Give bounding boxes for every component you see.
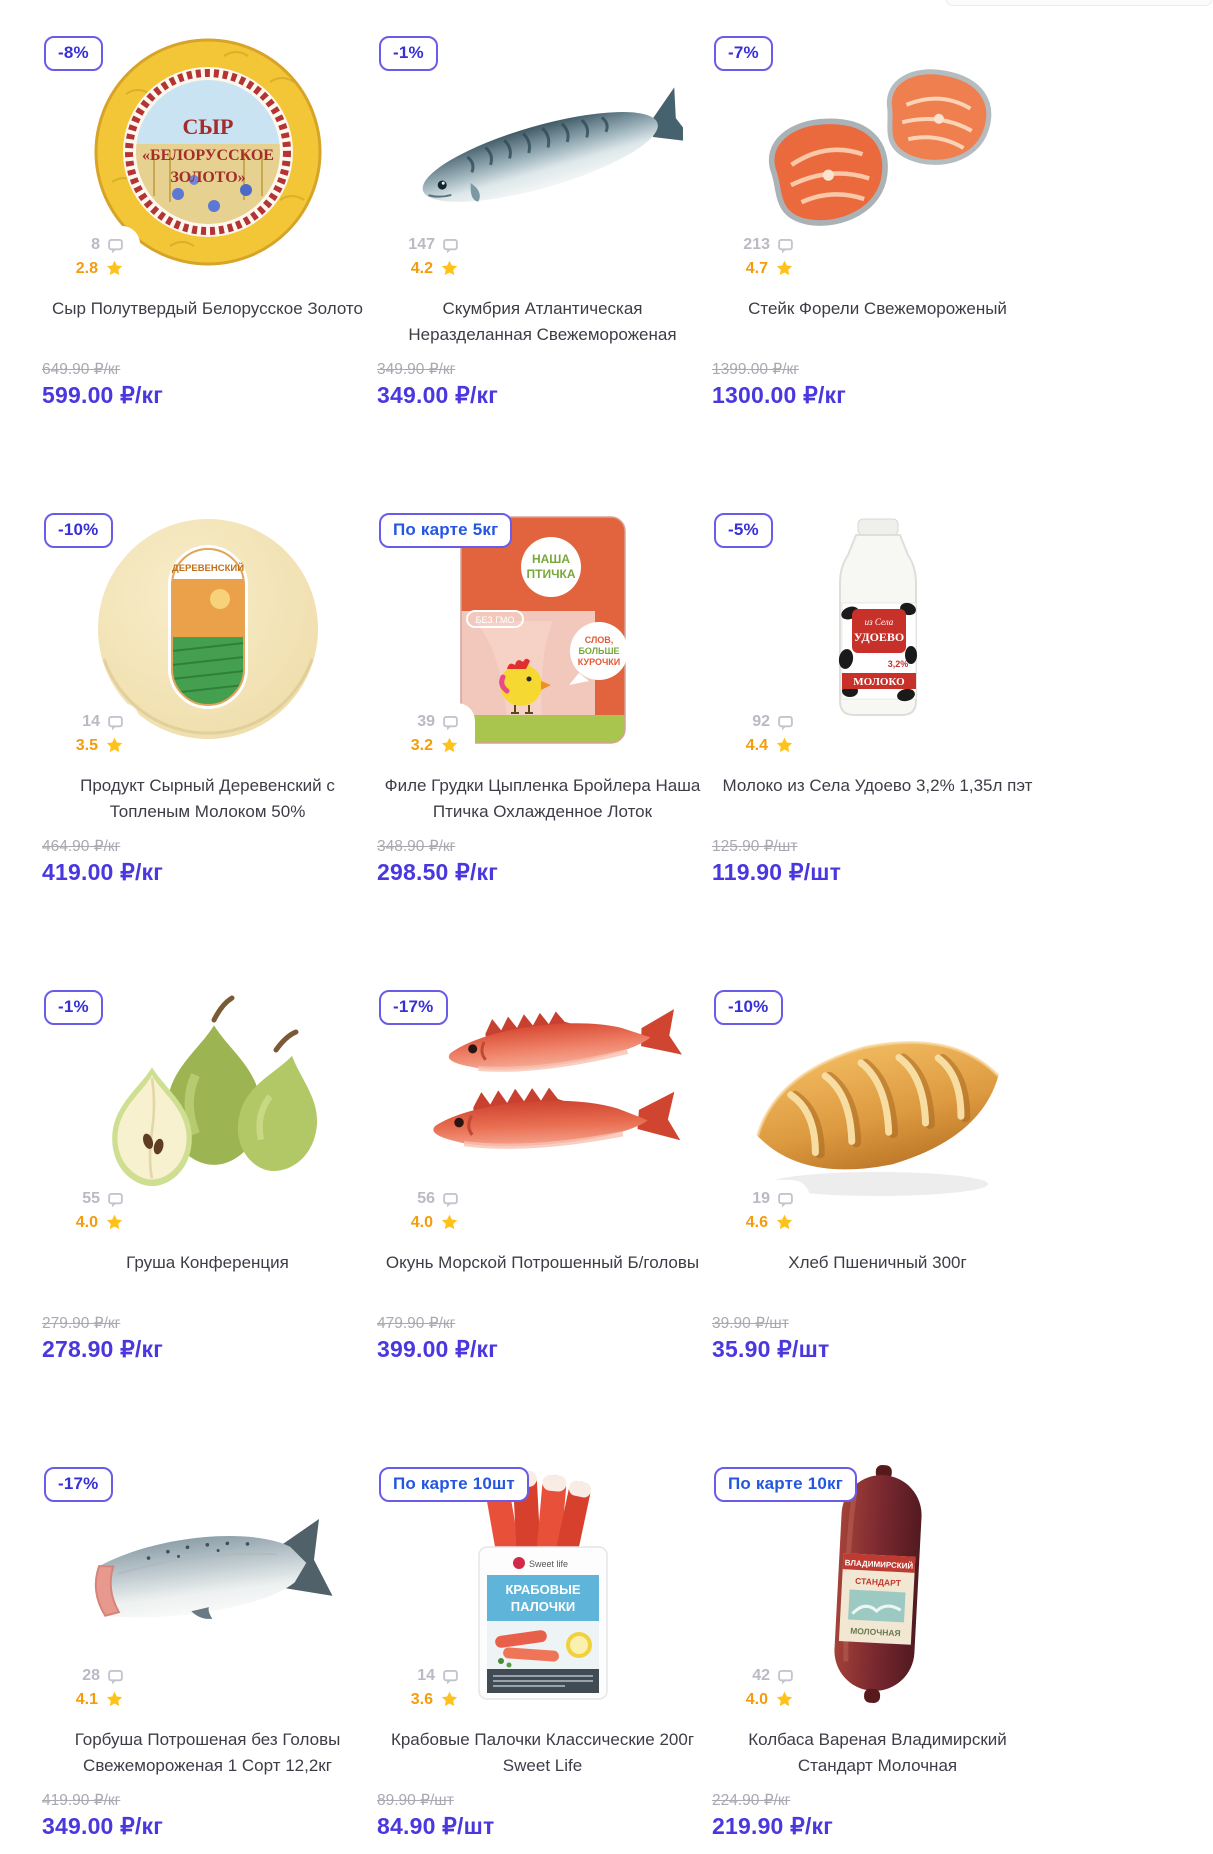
star-icon	[440, 1213, 459, 1232]
old-price: 348.90 ₽/кг	[377, 838, 456, 855]
svg-text:ПТИЧКА: ПТИЧКА	[525, 567, 576, 581]
comment-icon	[107, 714, 124, 731]
current-price: 599.00 ₽/кг	[42, 382, 164, 408]
product-name[interactable]: Крабовые Палочки Классические 200г Sweet Life	[390, 1730, 695, 1776]
rating-row	[42, 736, 124, 755]
reviews-count: 28	[82, 1667, 100, 1684]
star-icon	[105, 259, 124, 278]
comment-icon	[107, 1668, 124, 1685]
current-price: 1300.00 ₽/кг	[712, 382, 847, 408]
reviews-rating-block	[40, 703, 140, 757]
product-name[interactable]: Сыр Полутвердый Белорусское Золото	[52, 299, 363, 318]
reviews-count: 14	[82, 713, 100, 730]
svg-text:ДЕРЕВЕНСКИЙ: ДЕРЕВЕНСКИЙ	[171, 563, 244, 574]
star-icon	[105, 1213, 124, 1232]
comment-icon	[777, 1191, 794, 1208]
product-card[interactable]	[710, 28, 1045, 409]
old-price: 419.90 ₽/кг	[42, 1792, 121, 1809]
old-price: 464.90 ₽/кг	[42, 838, 121, 855]
star-icon	[775, 736, 794, 755]
rating-value: 3.6	[410, 1690, 433, 1708]
reviews-count: 14	[417, 1667, 435, 1684]
reviews-row	[712, 1667, 794, 1685]
discount-badge: -5%	[714, 513, 773, 548]
reviews-row	[377, 1667, 459, 1685]
product-card[interactable]	[710, 1459, 1045, 1840]
svg-text:КУРОЧКИ: КУРОЧКИ	[577, 657, 620, 667]
comment-icon	[107, 237, 124, 254]
product-name[interactable]: Скумбрия Атлантическая Неразделанная Свежемороженая	[408, 299, 677, 345]
discount-badge: -8%	[44, 36, 103, 71]
svg-text:из Села: из Села	[864, 617, 893, 627]
rating-value: 2.8	[75, 259, 98, 277]
old-price: 349.90 ₽/кг	[377, 361, 456, 378]
reviews-count: 56	[417, 1190, 435, 1207]
reviews-rating-block	[710, 226, 810, 280]
discount-badge: -1%	[379, 36, 438, 71]
reviews-count: 19	[752, 1190, 770, 1207]
rating-value: 3.5	[75, 736, 98, 754]
star-icon	[775, 1213, 794, 1232]
reviews-rating-block	[40, 1657, 140, 1711]
reviews-row	[42, 713, 124, 731]
reviews-count: 42	[752, 1667, 770, 1684]
rating-value: 4.0	[410, 1213, 433, 1231]
rating-row	[377, 736, 459, 755]
discount-badge: -17%	[379, 990, 448, 1025]
rating-row	[42, 259, 124, 278]
reviews-rating-block	[375, 703, 475, 757]
product-card[interactable]	[375, 982, 710, 1363]
reviews-row	[377, 236, 459, 254]
product-name[interactable]: Молоко из Села Удоево 3,2% 1,35л пэт	[722, 776, 1033, 795]
product-name[interactable]: Хлеб Пшеничный 300г	[788, 1253, 967, 1272]
reviews-count: 8	[91, 236, 100, 253]
rating-value: 4.0	[75, 1213, 98, 1231]
rating-row	[712, 736, 794, 755]
discount-badge: -7%	[714, 36, 773, 71]
old-price: 224.90 ₽/кг	[712, 1792, 791, 1809]
comment-icon	[442, 714, 459, 731]
rating-value: 4.4	[745, 736, 768, 754]
comment-icon	[442, 237, 459, 254]
rating-row	[377, 259, 459, 278]
product-card[interactable]	[40, 1459, 375, 1840]
current-price: 84.90 ₽/шт	[377, 1813, 495, 1839]
svg-text:БЕЗ ГМО: БЕЗ ГМО	[475, 615, 514, 625]
current-price: 349.00 ₽/кг	[377, 382, 499, 408]
reviews-rating-block	[710, 703, 810, 757]
svg-text:МОЛОКО: МОЛОКО	[852, 676, 905, 688]
rating-row	[377, 1690, 459, 1709]
product-name[interactable]: Окунь Морской Потрошенный Б/головы	[385, 1253, 700, 1272]
reviews-rating-block	[375, 1180, 475, 1234]
comment-icon	[442, 1668, 459, 1685]
rating-value: 4.7	[745, 259, 768, 277]
star-icon	[775, 259, 794, 278]
reviews-rating-block	[375, 226, 475, 280]
svg-text:МОЛОЧНАЯ: МОЛОЧНАЯ	[849, 1625, 901, 1639]
product-name[interactable]: Стейк Форели Свежемороженый	[748, 299, 1007, 318]
promo-badge: По карте 5кг	[379, 513, 512, 548]
svg-text:НАША: НАША	[531, 552, 570, 566]
reviews-count: 39	[417, 713, 435, 730]
rating-value: 4.1	[75, 1690, 98, 1708]
rating-value: 4.6	[745, 1213, 768, 1231]
svg-text:БОЛЬШЕ: БОЛЬШЕ	[577, 646, 620, 656]
svg-text:СТАНДАРТ: СТАНДАРТ	[854, 1575, 901, 1589]
current-price: 219.90 ₽/кг	[712, 1813, 834, 1839]
discount-badge: -1%	[44, 990, 103, 1025]
current-price: 399.00 ₽/кг	[377, 1336, 499, 1362]
old-price: 279.90 ₽/кг	[42, 1315, 121, 1332]
reviews-row	[42, 236, 124, 254]
reviews-row	[712, 1190, 794, 1208]
rating-row	[42, 1690, 124, 1709]
comment-icon	[777, 1668, 794, 1685]
product-name[interactable]: Продукт Сырный Деревенский с Топленым Молоком 50%	[80, 776, 335, 822]
reviews-count: 213	[743, 236, 770, 253]
comment-icon	[777, 714, 794, 731]
star-icon	[105, 1690, 124, 1709]
comment-icon	[442, 1191, 459, 1208]
product-card[interactable]	[40, 982, 375, 1363]
reviews-row	[42, 1667, 124, 1685]
promo-badge: По карте 10шт	[379, 1467, 529, 1502]
current-price: 298.50 ₽/кг	[377, 859, 499, 885]
current-price: 278.90 ₽/кг	[42, 1336, 164, 1362]
svg-text:Sweet life: Sweet life	[528, 1559, 568, 1569]
reviews-row	[377, 713, 459, 731]
star-icon	[440, 259, 459, 278]
reviews-row	[712, 713, 794, 731]
old-price: 649.90 ₽/кг	[42, 361, 121, 378]
product-card[interactable]	[375, 28, 710, 409]
product-name[interactable]: Филе Грудки Цыпленка Бройлера Наша Птичка Охлажденное Лоток	[384, 776, 701, 822]
reviews-row	[377, 1190, 459, 1208]
svg-text:ЗОЛОТО»: ЗОЛОТО»	[169, 169, 246, 186]
current-price: 349.00 ₽/кг	[42, 1813, 164, 1839]
rating-value: 4.0	[745, 1690, 768, 1708]
discount-badge: -10%	[714, 990, 783, 1025]
discount-badge: -17%	[44, 1467, 113, 1502]
svg-text:«БЕЛОРУССКОЕ: «БЕЛОРУССКОЕ	[141, 147, 274, 164]
rating-row	[377, 1213, 459, 1232]
rating-value: 4.2	[410, 259, 433, 277]
product-card[interactable]	[710, 982, 1045, 1363]
old-price: 1399.00 ₽/кг	[712, 361, 799, 378]
promo-badge: По карте 10кг	[714, 1467, 857, 1502]
reviews-row	[712, 236, 794, 254]
product-name[interactable]: Горбуша Потрошеная без Головы Свежемороженая 1 Сорт 12,2кг	[74, 1730, 341, 1776]
reviews-rating-block	[710, 1657, 810, 1711]
product-card[interactable]	[40, 28, 375, 409]
star-icon	[775, 1690, 794, 1709]
svg-text:ВЛАДИМИРСКИЙ: ВЛАДИМИРСКИЙ	[844, 1558, 913, 1571]
star-icon	[105, 736, 124, 755]
current-price: 35.90 ₽/шт	[712, 1336, 830, 1362]
svg-text:УДОЕВО: УДОЕВО	[853, 630, 904, 644]
old-price: 39.90 ₽/шт	[712, 1315, 789, 1332]
product-name[interactable]: Груша Конференция	[126, 1253, 289, 1272]
svg-text:СЛОВ,: СЛОВ,	[584, 635, 613, 645]
old-price: 89.90 ₽/шт	[377, 1792, 454, 1809]
star-icon	[440, 1690, 459, 1709]
svg-text:ПАЛОЧКИ: ПАЛОЧКИ	[510, 1599, 575, 1614]
reviews-rating-block	[375, 1657, 475, 1711]
reviews-rating-block	[710, 1180, 810, 1234]
current-price: 419.00 ₽/кг	[42, 859, 164, 885]
star-icon	[440, 736, 459, 755]
reviews-count: 92	[752, 713, 770, 730]
reviews-rating-block	[40, 1180, 140, 1234]
product-name[interactable]: Колбаса Вареная Владимирский Стандарт Молочная	[748, 1730, 1007, 1776]
comment-icon	[107, 1191, 124, 1208]
product-card[interactable]	[375, 1459, 710, 1840]
rating-row	[712, 259, 794, 278]
product-card[interactable]	[375, 505, 710, 886]
reviews-rating-block	[40, 226, 140, 280]
old-price: 125.90 ₽/шт	[712, 838, 798, 855]
svg-text:СЫР: СЫР	[182, 114, 233, 139]
reviews-count: 147	[408, 236, 435, 253]
rating-row	[712, 1213, 794, 1232]
comment-icon	[777, 237, 794, 254]
rating-row	[42, 1213, 124, 1232]
reviews-row	[42, 1190, 124, 1208]
product-card[interactable]	[40, 505, 375, 886]
rating-row	[712, 1690, 794, 1709]
svg-text:КРАБОВЫЕ: КРАБОВЫЕ	[504, 1582, 581, 1597]
product-card[interactable]	[710, 505, 1045, 886]
scrolled-banner-edge	[945, 0, 1213, 6]
reviews-count: 55	[82, 1190, 100, 1207]
old-price: 479.90 ₽/кг	[377, 1315, 456, 1332]
current-price: 119.90 ₽/шт	[712, 859, 842, 885]
product-grid	[40, 28, 1045, 1840]
svg-text:3,2%: 3,2%	[887, 659, 908, 669]
discount-badge: -10%	[44, 513, 113, 548]
rating-value: 3.2	[410, 736, 433, 754]
